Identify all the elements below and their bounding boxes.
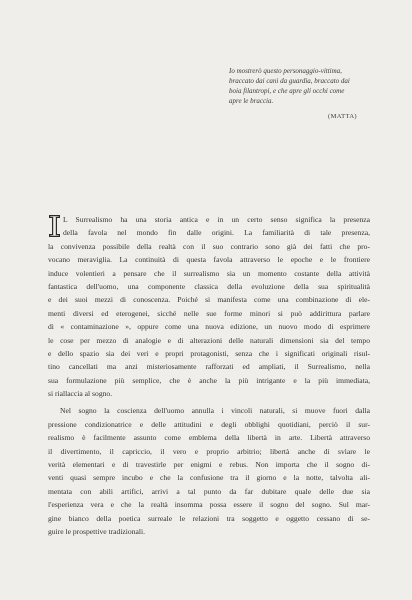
- epigraph-line: Io mostrerò questo personaggio-vittima,: [229, 67, 342, 75]
- paragraph-1: [48, 213, 370, 400]
- epigraph-attribution: (MATTA): [328, 113, 357, 120]
- text-line: venti quasi sempre incubo e che la confusione tra il giorno e la notte, talvolta ali-: [48, 473, 370, 483]
- paragraph-2: [48, 404, 370, 538]
- text-line: L Surrealismo ha una storia antica e in un certo senso significa la presenza: [63, 215, 370, 224]
- text-line: gine bianco della poetica surreale le relazioni tra soggetto e oggetto cessano di se-: [48, 513, 370, 523]
- essay-body: [48, 213, 370, 538]
- text-line: Nel sogno la coscienza dell'uomo annulla i vincoli naturali, si muove fuori dalla: [60, 406, 370, 416]
- text-line: mentata con abili artifici, arrivi a tal punto da far dubitare quale delle due sia: [48, 486, 370, 496]
- text-line: tino cancellati ma anzi misteriosamente rafforzati ed ampliati, il Surrealismo, nella: [48, 362, 370, 372]
- text-line: di « contaminazione », oppure come una nuova edizione, un nuovo modo di esprimere: [48, 322, 370, 332]
- epigraph-line: apre le braccia.: [229, 97, 274, 105]
- text-line: induce volentieri a pensare che il surrealismo sia un momento costante della attività: [48, 268, 370, 278]
- text-line: l'esperienza vera e che la realtà insomma possa essere il sogno del sogno. Sul mar-: [48, 500, 370, 510]
- epigraph-line: braccato dai cani da guardia, braccato dai: [229, 77, 350, 85]
- text-line: le cose per mezzo di analogie e di alterazioni delle naturali dimensioni sia del tempo: [48, 335, 370, 345]
- text-line: pressione condizionatrice e delle attitudini e degli obblighi quotidiani, perciò il sur-: [48, 419, 370, 429]
- text-line: guire le prospettive tradizionali.: [48, 526, 145, 536]
- text-line: fantastica dell'uomo, una componente classica della evoluzione della sua spiritualità: [48, 281, 370, 291]
- epigraph-quote: [229, 66, 375, 106]
- text-line: sua formulazione più semplice, che è anche la più intrigante e la più immediata,: [48, 375, 370, 385]
- text-line: la convivenza possibile della realtà con il suo contrario sono già dei fatti che pro-: [48, 241, 370, 251]
- text-line: e dei suoi mezzi di conoscenza. Poiché si manifesta come una combinazione di ele-: [48, 295, 370, 305]
- text-line: vocano meraviglia. La continuità di questa favola attraverso le epoche e le frontiere: [48, 255, 370, 265]
- text-line: il divertimento, il capriccio, il vero e proprio arbitrio; libertà anche di svìare le: [48, 446, 370, 456]
- text-line: verità elementari e di travestirle per enigmi e rebus. Non importa che il sogno di-: [48, 460, 370, 470]
- text-line: menti diversi ed eterogenei, sicché nelle sue forme minori si può addirittura parlare: [48, 308, 370, 318]
- text-line: realismo è facilmente assunto come emblema della libertà in arte. Libertà attraverso: [48, 433, 370, 443]
- epigraph-line: boia filantropi, e che apre gli occhi come: [229, 87, 345, 95]
- text-line: e dello spazio sia dei veri e propri protagonisti, senza che i significati originali risul-: [48, 348, 370, 358]
- text-line: della favola nel mondo fin dalle origini. La familiarità di tale presenza,: [63, 228, 370, 238]
- text-line: si riallaccia al sogno.: [48, 389, 113, 399]
